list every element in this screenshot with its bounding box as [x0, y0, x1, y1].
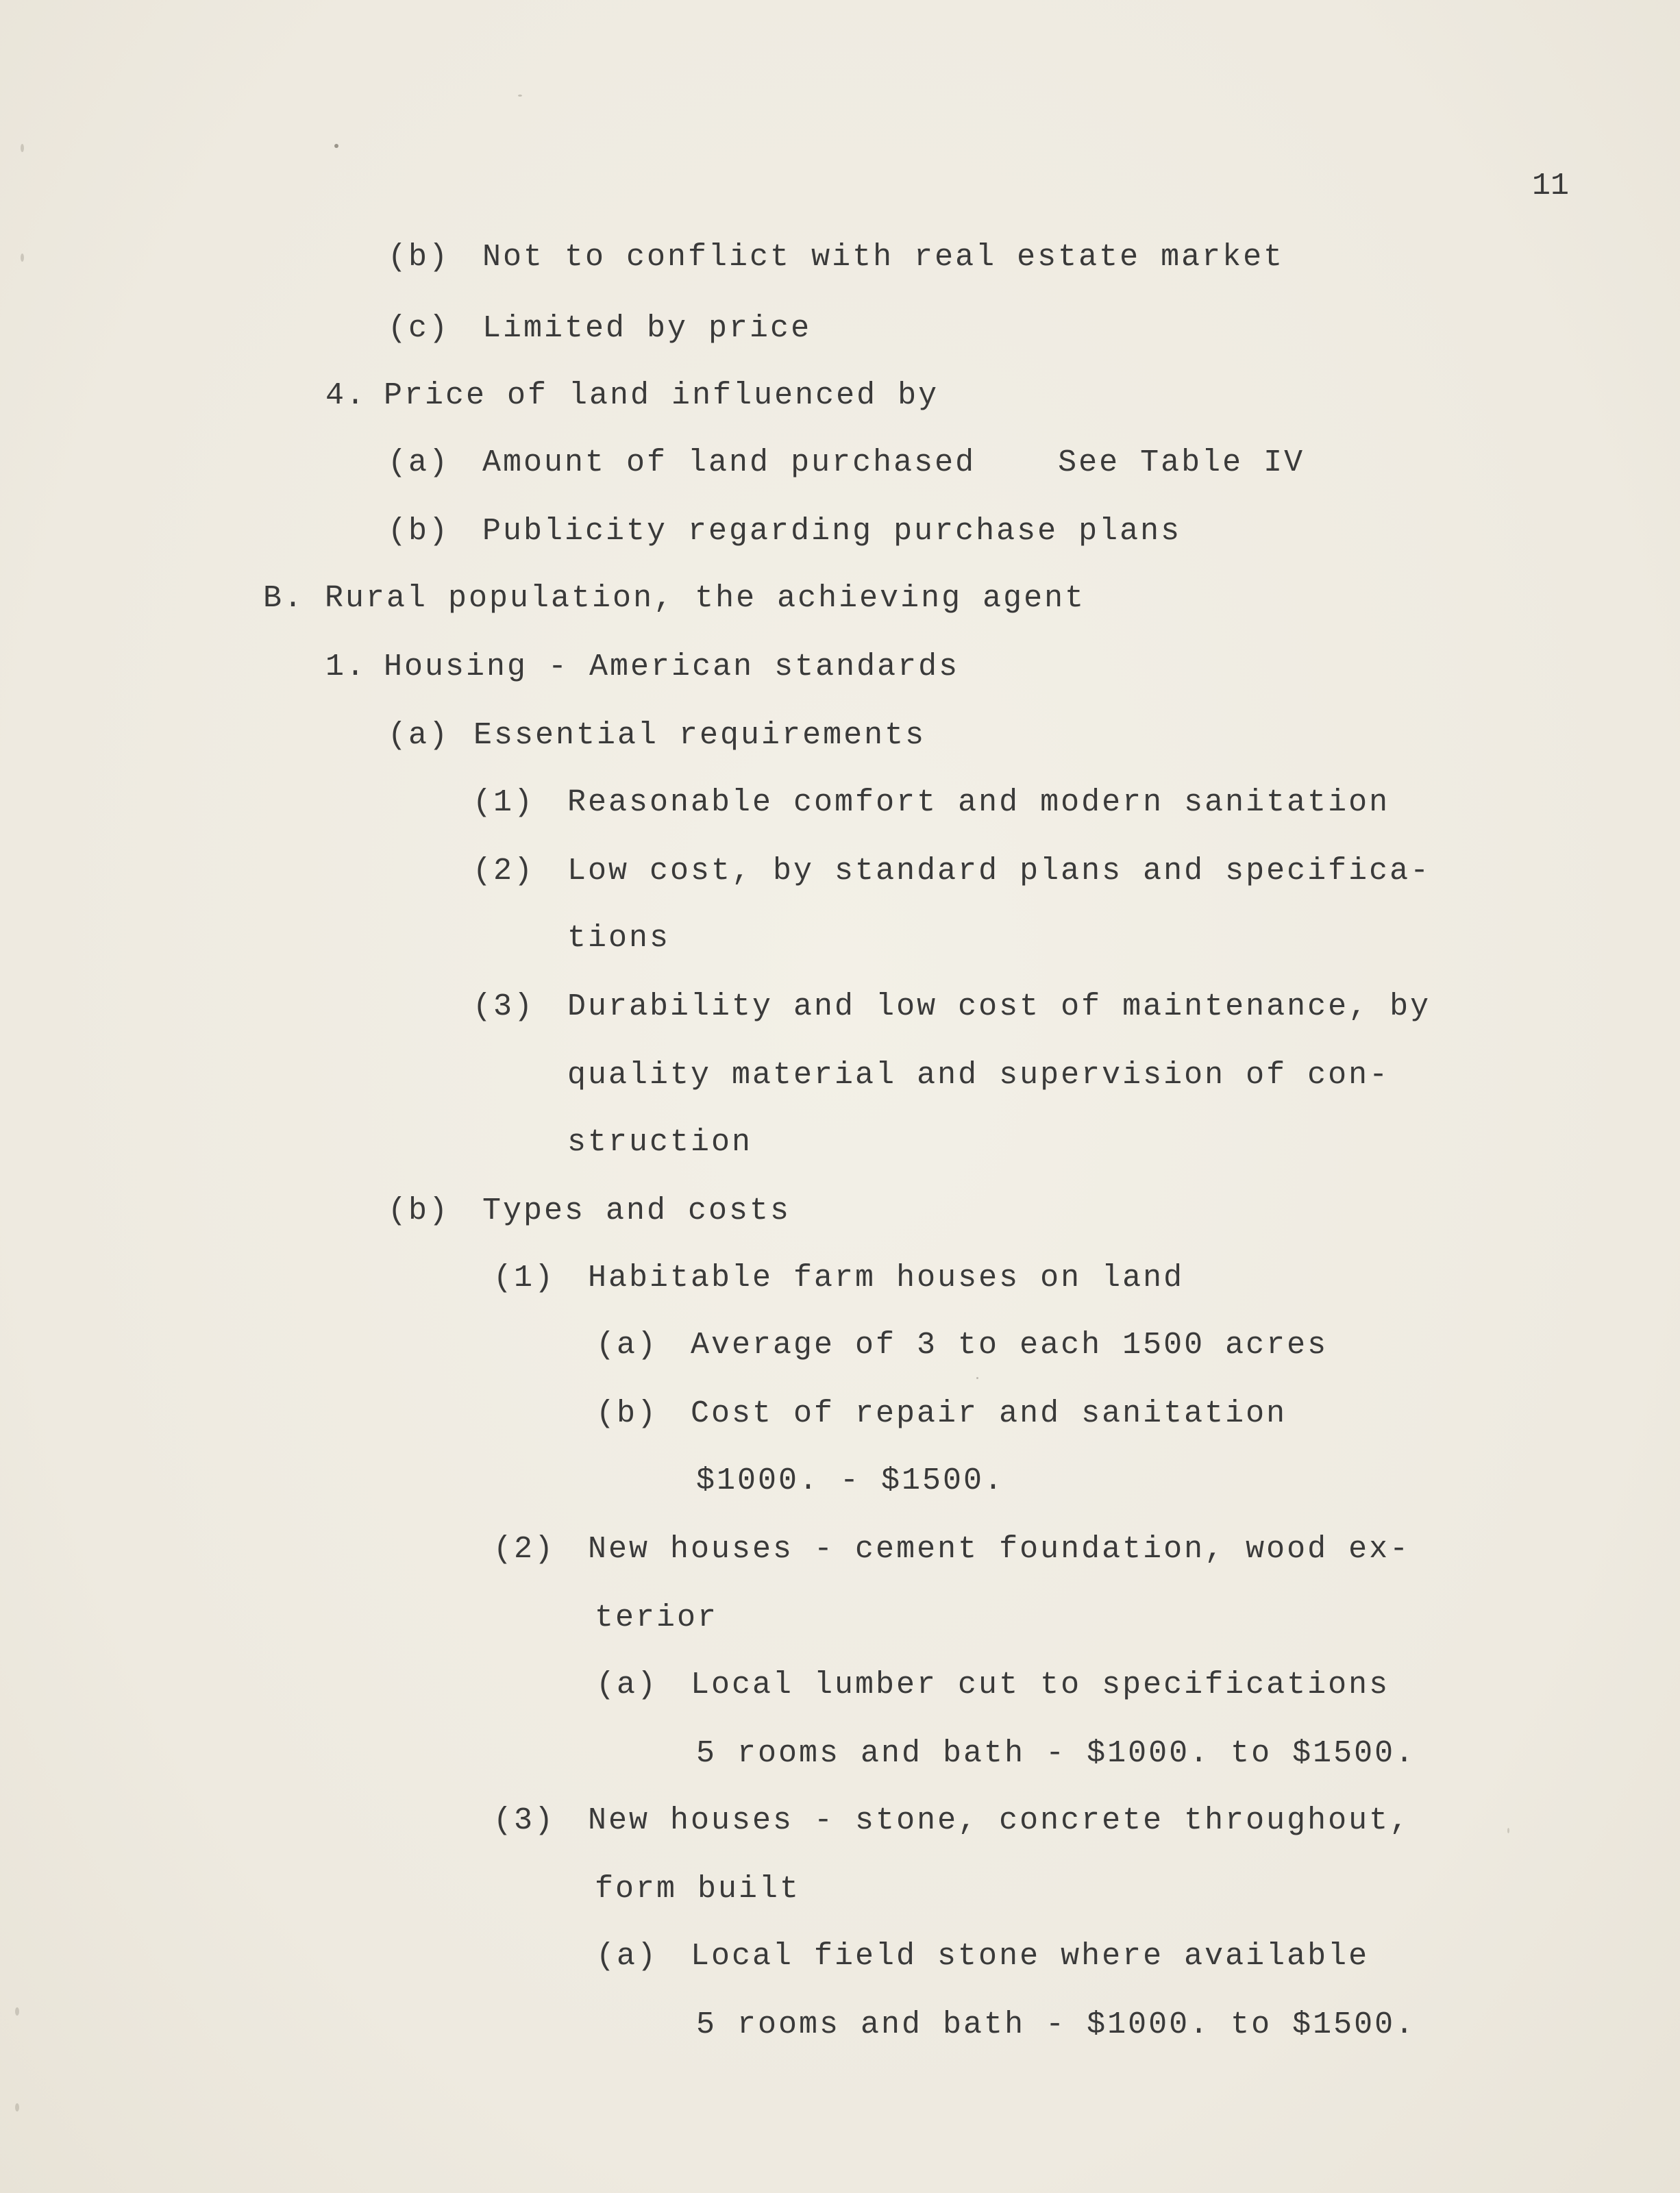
outline-line	[696, 1461, 1004, 1502]
outline-text: Essential requirements	[473, 718, 926, 753]
binding-mark	[15, 2103, 19, 2111]
outline-line	[325, 647, 959, 688]
outline-text: Limited by price	[482, 311, 812, 346]
outline-text: Local lumber cut to specifications	[691, 1668, 1390, 1702]
binding-mark	[21, 253, 24, 262]
paper-speck	[334, 144, 338, 148]
outline-line	[388, 443, 1305, 484]
outline-line	[473, 851, 1431, 892]
outline-line	[596, 1936, 1369, 1977]
outline-text: New houses - cement foundation, wood ex-	[588, 1532, 1411, 1567]
outline-text: Types and costs	[482, 1193, 791, 1228]
paper-speck	[976, 1377, 978, 1379]
outline-text: Housing - American standards	[384, 649, 960, 684]
outline-line	[325, 375, 939, 417]
outline-marker: (b)	[596, 1396, 658, 1431]
outline-marker: (a)	[388, 445, 450, 480]
outline-text: Durability and low cost of maintenance, by	[567, 989, 1431, 1024]
outline-text: Local field stone where available	[691, 1939, 1370, 1974]
outline-marker: (c)	[388, 311, 450, 346]
outline-line	[595, 1869, 800, 1910]
outline-line	[263, 578, 1085, 619]
outline-line	[567, 918, 670, 959]
outline-text: Amount of land purchased See Table IV	[482, 445, 1305, 480]
outline-text: terior	[595, 1600, 719, 1635]
outline-marker: B.	[263, 581, 305, 616]
binding-mark	[21, 144, 24, 152]
paper-speck	[518, 95, 522, 97]
outline-text: Average of 3 to each 1500 acres	[691, 1328, 1329, 1363]
outline-text: Habitable farm houses on land	[588, 1261, 1185, 1296]
outline-line	[596, 1325, 1328, 1366]
outline-text: Reasonable comfort and modern sanitation	[567, 785, 1390, 820]
binding-mark	[15, 2007, 19, 2016]
outline-text: New houses - stone, concrete throughout,	[588, 1803, 1411, 1838]
outline-line	[567, 1055, 1389, 1096]
outline-line	[493, 1800, 1410, 1842]
outline-line	[473, 987, 1431, 1028]
outline-line	[473, 782, 1389, 823]
outline-line	[696, 1733, 1416, 1774]
outline-marker: (a)	[596, 1668, 658, 1702]
outline-marker: (a)	[596, 1328, 658, 1363]
outline-line	[567, 1122, 752, 1163]
outline-text: 5 rooms and bath - $1000. to $1500.	[696, 1736, 1416, 1771]
outline-text: Publicity regarding purchase plans	[482, 514, 1182, 549]
outline-line	[388, 715, 926, 756]
outline-line	[388, 237, 1284, 278]
outline-marker: (b)	[388, 514, 450, 549]
outline-marker: (3)	[493, 1803, 556, 1838]
outline-text: 5 rooms and bath - $1000. to $1500.	[696, 2007, 1416, 2042]
outline-text: Price of land influenced by	[384, 378, 939, 413]
outline-text: quality material and supervision of con-	[567, 1058, 1390, 1093]
outline-line	[596, 1665, 1389, 1706]
outline-line	[388, 308, 811, 349]
outline-text: Low cost, by standard plans and specifica-	[567, 854, 1431, 889]
outline-marker: (2)	[493, 1532, 556, 1567]
outline-text: Not to conflict with real estate market	[482, 240, 1285, 275]
outline-text: tions	[567, 921, 671, 956]
outline-line	[388, 1191, 791, 1232]
outline-marker: (a)	[596, 1939, 658, 1974]
outline-marker: (2)	[473, 854, 535, 889]
outline-text: form built	[595, 1872, 801, 1907]
outline-marker: (b)	[388, 1193, 450, 1228]
outline-line	[388, 511, 1181, 552]
outline-text: struction	[567, 1125, 753, 1160]
outline-line	[493, 1529, 1410, 1570]
outline-marker: (1)	[473, 785, 535, 820]
outline-line	[596, 1393, 1287, 1435]
outline-line	[595, 1598, 718, 1639]
page-number: 11	[1532, 169, 1570, 203]
outline-marker: (1)	[493, 1261, 556, 1296]
outline-text: Rural population, the achieving agent	[325, 581, 1086, 616]
outline-marker: (a)	[388, 718, 450, 753]
paper-speck	[1507, 1828, 1509, 1833]
outline-marker: 4.	[325, 378, 367, 413]
outline-line	[696, 2005, 1416, 2046]
outline-marker: 1.	[325, 649, 367, 684]
outline-line	[493, 1258, 1184, 1299]
outline-text: Cost of repair and sanitation	[691, 1396, 1287, 1431]
outline-marker: (b)	[388, 240, 450, 275]
outline-marker: (3)	[473, 989, 535, 1024]
outline-text: $1000. - $1500.	[696, 1463, 1005, 1498]
